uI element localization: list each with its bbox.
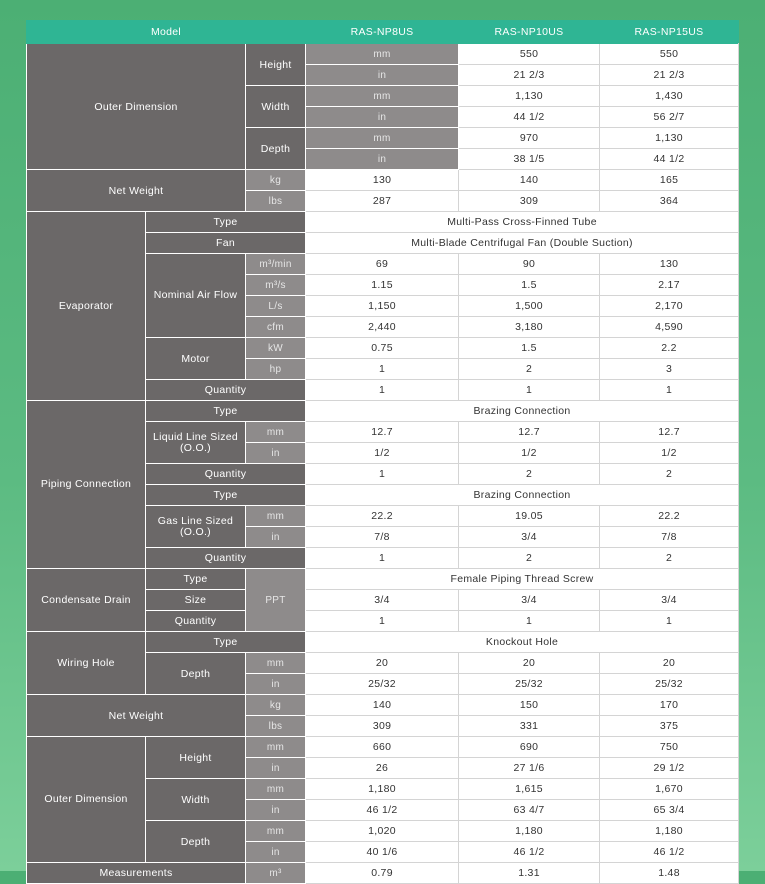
spec-label: Size: [146, 590, 246, 611]
spec-label: Type: [146, 632, 306, 653]
unit-label: lbs: [246, 716, 306, 737]
spec-value: 3,180: [459, 317, 600, 338]
unit-label: m³/s: [246, 275, 306, 296]
spec-value: 12.7: [600, 422, 739, 443]
spec-value: 1: [306, 464, 459, 485]
spec-label: Depth: [246, 128, 306, 170]
unit-label: mm: [306, 128, 459, 149]
unit-label: mm: [246, 506, 306, 527]
spec-value: 1,130: [600, 128, 739, 149]
spec-label: Type: [146, 401, 306, 422]
spec-value: 19.05: [459, 506, 600, 527]
table-row: [27, 695, 739, 716]
spec-value: 56 2/7: [600, 107, 739, 128]
spec-label: Wiring Hole: [27, 632, 146, 695]
spec-label: Width: [146, 779, 246, 821]
spec-value: 2: [459, 548, 600, 569]
spec-value: 140: [459, 170, 600, 191]
table-row: [27, 632, 739, 653]
spec-value: 2: [600, 464, 739, 485]
spec-value: 3: [600, 359, 739, 380]
table-row: [27, 401, 739, 422]
spec-value: 0.79: [306, 863, 459, 884]
spec-value: 1,430: [600, 86, 739, 107]
spec-value: 970: [459, 128, 600, 149]
unit-label: in: [246, 758, 306, 779]
spec-value: 309: [306, 716, 459, 737]
unit-label: L/s: [246, 296, 306, 317]
spec-label: Depth: [146, 821, 246, 863]
spec-label: Type: [146, 212, 306, 233]
spec-value: 46 1/2: [600, 842, 739, 863]
unit-label: kg: [246, 695, 306, 716]
unit-label: mm: [246, 653, 306, 674]
specifications-table: [26, 20, 739, 884]
spec-value: 375: [600, 716, 739, 737]
spec-value: 1: [306, 611, 459, 632]
spec-value: 1: [306, 548, 459, 569]
spec-value: 1/2: [459, 443, 600, 464]
spec-value: 69: [306, 254, 459, 275]
spec-label: Type: [146, 569, 246, 590]
spec-value: 287: [306, 191, 459, 212]
spec-value: 20: [306, 653, 459, 674]
table-row: [27, 863, 739, 884]
spec-label: Width: [246, 86, 306, 128]
unit-label: PPT: [246, 569, 306, 632]
spec-value: 38 1/5: [459, 149, 600, 170]
spec-label: Type: [146, 485, 306, 506]
unit-label: in: [306, 149, 459, 170]
unit-label: cfm: [246, 317, 306, 338]
spec-label: Evaporator: [27, 212, 146, 401]
spec-value: 165: [600, 170, 739, 191]
spec-value: 20: [600, 653, 739, 674]
spec-value: 550: [459, 44, 600, 65]
spec-value: 170: [600, 695, 739, 716]
spec-value: Brazing Connection: [306, 401, 739, 422]
unit-label: hp: [246, 359, 306, 380]
spec-value: 44 1/2: [459, 107, 600, 128]
spec-value: 1,020: [306, 821, 459, 842]
unit-label: in: [246, 527, 306, 548]
spec-value: 1/2: [600, 443, 739, 464]
spec-label: Liquid Line Sized (O.O.): [146, 422, 246, 464]
table-row: [27, 44, 739, 65]
spec-label: Outer Dimension: [27, 44, 246, 170]
spec-value: 12.7: [306, 422, 459, 443]
spec-value: 1,180: [306, 779, 459, 800]
spec-value: 7/8: [600, 527, 739, 548]
unit-label: m³: [246, 863, 306, 884]
unit-label: kg: [246, 170, 306, 191]
spec-value: 1,670: [600, 779, 739, 800]
spec-label: Quantity: [146, 380, 306, 401]
unit-label: in: [246, 800, 306, 821]
spec-value: Multi-Pass Cross-Finned Tube: [306, 212, 739, 233]
spec-label: Condensate Drain: [27, 569, 146, 632]
spec-value: 1,150: [306, 296, 459, 317]
spec-value: 364: [600, 191, 739, 212]
spec-label: Motor: [146, 338, 246, 380]
spec-value: 4,590: [600, 317, 739, 338]
spec-value: 1.15: [306, 275, 459, 296]
table-header-row: [27, 21, 739, 44]
unit-label: mm: [246, 422, 306, 443]
table-row: [27, 212, 739, 233]
spec-value: 140: [306, 695, 459, 716]
table-row: [27, 569, 739, 590]
spec-label: Quantity: [146, 464, 306, 485]
spec-value: 1: [600, 380, 739, 401]
spec-value: 2: [600, 548, 739, 569]
spec-value: 65 3/4: [600, 800, 739, 821]
spec-value: 1: [459, 611, 600, 632]
spec-value: 25/32: [600, 674, 739, 695]
unit-label: kW: [246, 338, 306, 359]
unit-label: mm: [306, 44, 459, 65]
spec-value: 2: [459, 359, 600, 380]
spec-value: 22.2: [306, 506, 459, 527]
unit-label: in: [246, 443, 306, 464]
table-row: [27, 170, 739, 191]
spec-value: 27 1/6: [459, 758, 600, 779]
spec-value: Brazing Connection: [306, 485, 739, 506]
spec-value: 1: [600, 611, 739, 632]
spec-value: 21 2/3: [459, 65, 600, 86]
spec-value: 3/4: [600, 590, 739, 611]
spec-value: 26: [306, 758, 459, 779]
spec-value: 1.31: [459, 863, 600, 884]
spec-value: 1,615: [459, 779, 600, 800]
spec-value: 1,180: [459, 821, 600, 842]
spec-value: 1,180: [600, 821, 739, 842]
spec-value: 3/4: [459, 590, 600, 611]
spec-value: 150: [459, 695, 600, 716]
spec-value: Knockout Hole: [306, 632, 739, 653]
spec-label: Nominal Air Flow: [146, 254, 246, 338]
spec-value: 2.17: [600, 275, 739, 296]
spec-label: Height: [146, 737, 246, 779]
model-column-header: RAS-NP8US: [306, 21, 459, 44]
unit-label: mm: [246, 779, 306, 800]
spec-value: 1/2: [306, 443, 459, 464]
unit-label: in: [246, 842, 306, 863]
spec-value: 46 1/2: [459, 842, 600, 863]
spec-value: 660: [306, 737, 459, 758]
spec-value: 21 2/3: [600, 65, 739, 86]
spec-value: 1.5: [459, 275, 600, 296]
spec-value: 40 1/6: [306, 842, 459, 863]
spec-value: 550: [600, 44, 739, 65]
spec-value: 1: [306, 380, 459, 401]
unit-label: lbs: [246, 191, 306, 212]
unit-label: m³/min: [246, 254, 306, 275]
spec-label: Outer Dimension: [27, 737, 146, 863]
unit-label: mm: [246, 821, 306, 842]
spec-value: 309: [459, 191, 600, 212]
spec-value: 130: [600, 254, 739, 275]
spec-label: Quantity: [146, 548, 306, 569]
spec-value: 1.48: [600, 863, 739, 884]
spec-value: Female Piping Thread Screw: [306, 569, 739, 590]
spec-value: 2,170: [600, 296, 739, 317]
spec-value: 750: [600, 737, 739, 758]
spec-label: Net Weight: [27, 695, 246, 737]
spec-label: Measurements: [27, 863, 246, 884]
spec-value: 1.5: [459, 338, 600, 359]
unit-label: mm: [306, 86, 459, 107]
model-column-header: RAS-NP15US: [600, 21, 739, 44]
spec-value: 1: [459, 380, 600, 401]
spec-label: Net Weight: [27, 170, 246, 212]
spec-value: 12.7: [459, 422, 600, 443]
spec-value: 25/32: [306, 674, 459, 695]
spec-label: Gas Line Sized (O.O.): [146, 506, 246, 548]
spec-value: 3/4: [459, 527, 600, 548]
spec-value: 46 1/2: [306, 800, 459, 821]
spec-value: 1: [306, 359, 459, 380]
unit-label: in: [306, 107, 459, 128]
spec-table-card: [26, 20, 738, 879]
spec-value: 22.2: [600, 506, 739, 527]
spec-value: 2,440: [306, 317, 459, 338]
spec-value: 20: [459, 653, 600, 674]
spec-value: 29 1/2: [600, 758, 739, 779]
spec-value: 1,130: [459, 86, 600, 107]
spec-label: Piping Connection: [27, 401, 146, 569]
model-column-header: RAS-NP10US: [459, 21, 600, 44]
spec-value: 2.2: [600, 338, 739, 359]
spec-label: Height: [246, 44, 306, 86]
spec-value: Multi-Blade Centrifugal Fan (Double Suction): [306, 233, 739, 254]
spec-value: 690: [459, 737, 600, 758]
unit-label: mm: [246, 737, 306, 758]
spec-label: Quantity: [146, 611, 246, 632]
spec-label: Fan: [146, 233, 306, 254]
spec-value: 44 1/2: [600, 149, 739, 170]
spec-value: 7/8: [306, 527, 459, 548]
spec-value: 63 4/7: [459, 800, 600, 821]
spec-value: 90: [459, 254, 600, 275]
unit-label: in: [306, 65, 459, 86]
spec-value: 2: [459, 464, 600, 485]
spec-value: 0.75: [306, 338, 459, 359]
spec-value: 130: [306, 170, 459, 191]
table-row: [27, 737, 739, 758]
spec-label: Depth: [146, 653, 246, 695]
unit-label: in: [246, 674, 306, 695]
spec-value: 25/32: [459, 674, 600, 695]
model-header: Model: [27, 21, 306, 44]
spec-value: 1,500: [459, 296, 600, 317]
spec-value: 331: [459, 716, 600, 737]
spec-value: 3/4: [306, 590, 459, 611]
